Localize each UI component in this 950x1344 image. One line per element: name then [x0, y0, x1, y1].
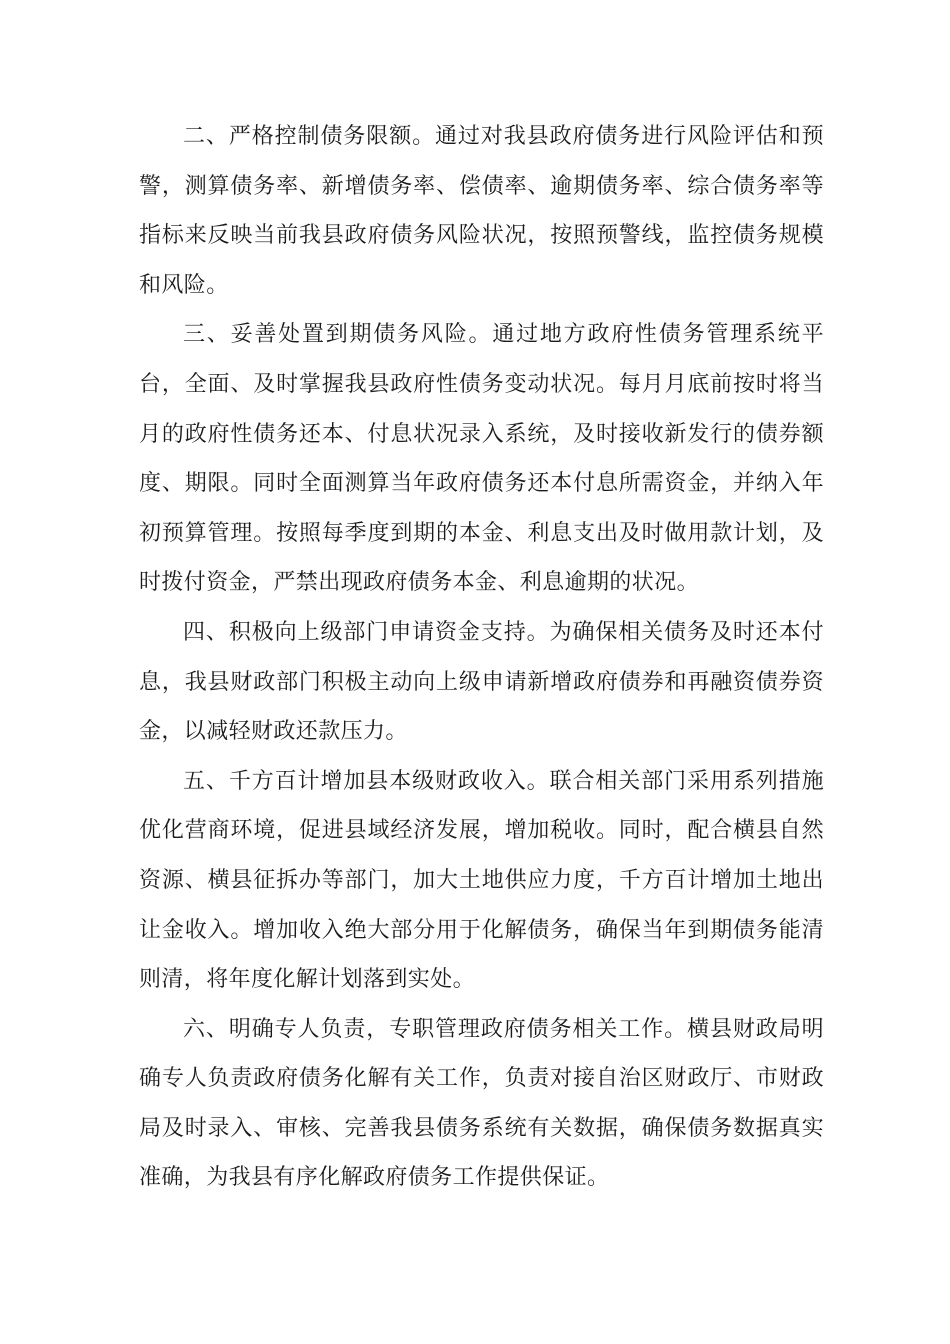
paragraph-strict-debt-limit: 二、严格控制债务限额。通过对我县政府债务进行风险评估和预警，测算债务率、新增债务率、偿债率、逾期债务率、综合债务率等指标来反映当前我县政府债务风险状况，按照预警线，监控债务规模和风险。 [139, 124, 824, 298]
document-body [139, 112, 824, 1203]
paragraph-handle-due-debt-risk: 三、妥善处置到期债务风险。通过地方政府性债务管理系统平台，全面、及时掌握我县政府性债务变动状况。每月月底前按时将当月的政府性债务还本、付息状况录入系统，及时接收新发行的债券额度、期限。同时全面测算当年政府债务还本付息所需资金，并纳入年初预算管理。按照每季度到期的本金、利息支出及时做用款计划，及时拨付资金，严禁出现政府债务本金、利息逾期的状况。 [139, 322, 824, 596]
paragraph-apply-higher-level-funds: 四、积极向上级部门申请资金支持。为确保相关债务及时还本付息，我县财政部门积极主动向上级申请新增政府债券和再融资债券资金，以减轻财政还款压力。 [139, 619, 824, 745]
paragraph-dedicated-personnel: 六、明确专人负责，专职管理政府债务相关工作。横县财政局明确专人负责政府债务化解有关工作，负责对接自治区财政厅、市财政局及时录入、审核、完善我县债务系统有关数据，确保债务数据真实准确，为我县有序化解政府债务工作提供保证。 [139, 1016, 824, 1191]
paragraph-increase-county-revenue: 五、千方百计增加县本级财政收入。联合相关部门采用系列措施优化营商环境，促进县域经济发展，增加税收。同时，配合横县自然资源、横县征拆办等部门，加大土地供应力度，千方百计增加土地出让金收入。增加收入绝大部分用于化解债务，确保当年到期债务能清则清，将年度化解计划落到实处。 [139, 768, 824, 993]
